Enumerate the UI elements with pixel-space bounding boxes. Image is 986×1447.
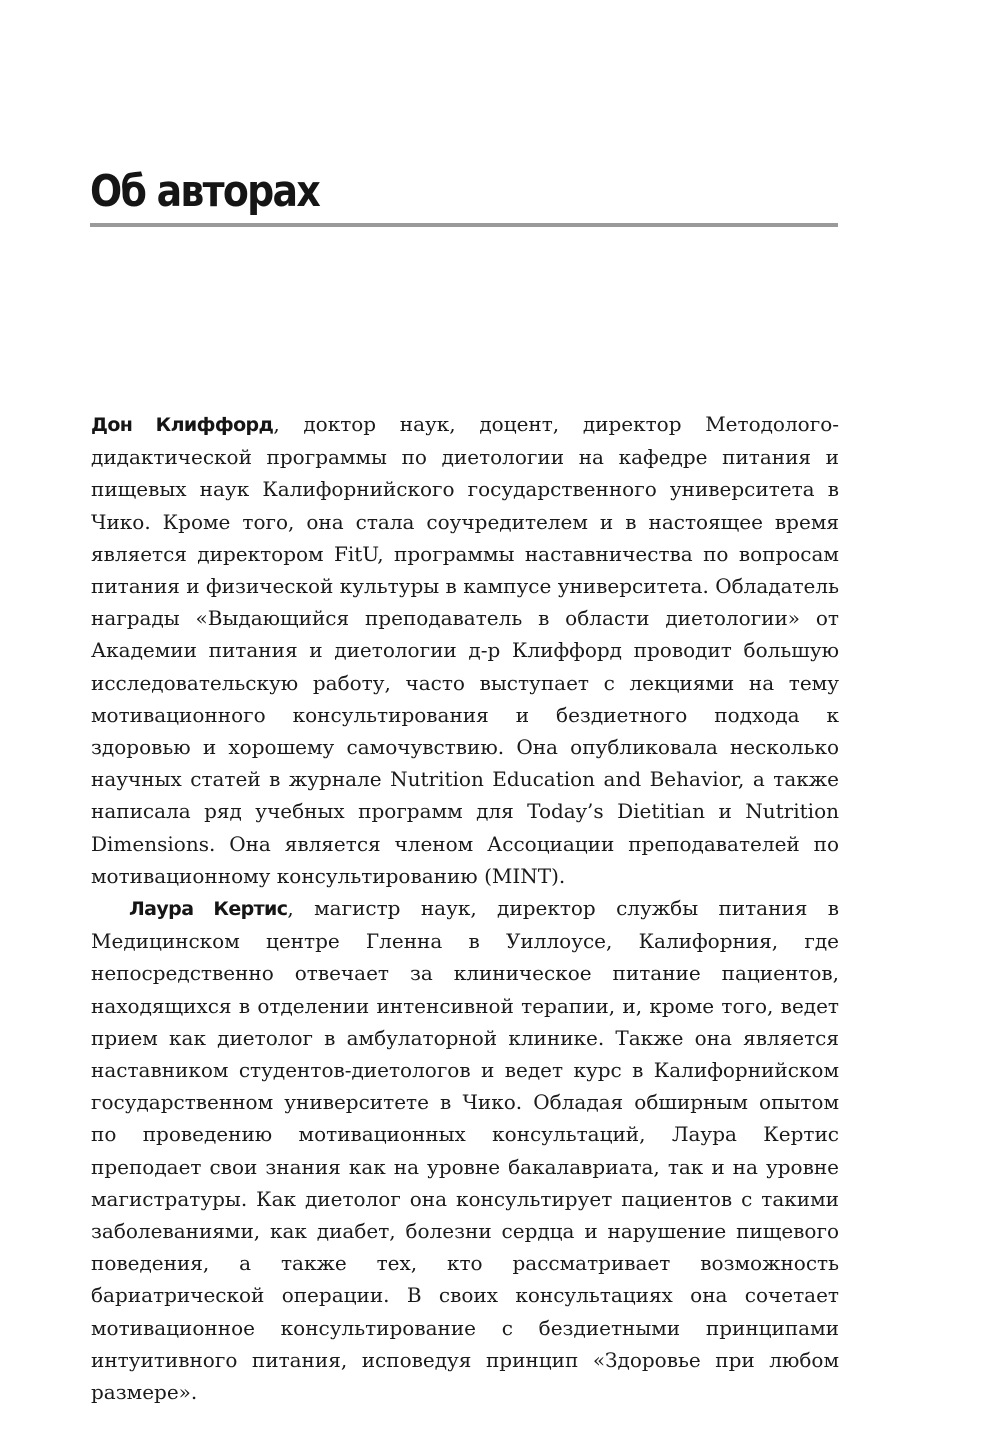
author-bio-text: , доктор наук, доцент, директор Методолого-дидактической программы по диетологии на кафедре питания и пищевых наук Калифорнийского государственного университета в Чико. Кроме того, она стала соучредителем и в настоящее время является директором FitU, программы наставничества по вопросам питания и физической культуры в кампусе университета. Обладатель награды «Выдающийся преподаватель в области диетологии» от Академии питания и диетологии д-р Клиффорд проводит большую исследовательскую работу, часто выступает с лекциями на тему мотивационного консультирования и бездиетного подхода к здоровью и хорошему самочувствию. Она опубликовала несколько научных статей в журнале Nutrition Education and Behavior, а также написала ряд учебных программ для Today’s Dietitian и Nutrition Dimensions. Она является членом Ассоциации преподавателей по мотивационному консультированию (MINT). xyxy=(91,412,839,888)
author-name: Дон Клиффорд xyxy=(91,414,274,436)
author-bio-clifford xyxy=(91,408,839,892)
title-underline xyxy=(90,223,838,227)
authors-section xyxy=(91,408,839,1408)
author-bio-text: , магистр наук, директор службы питания в Медицинском центре Гленна в Уиллоусе, Калифорния, где непосредственно отвечает за клиническое питание пациентов, находящихся в отделении интенсивной терапии, и, кроме того, ведет прием как диетолог в амбулаторной клинике. Также она является наставником студентов-диетологов и ведет курс в Калифорнийском государственном университете в Чико. Обладая обширным опытом по проведению мотивационных консультаций, Лаура Кертис преподает свои знания как на уровне бакалавриата, так и на уровне магистратуры. Как диетолог она консультирует пациентов с такими заболеваниями, как диабет, болезни сердца и нарушение пищевого поведения, а также тех, кто рассматривает возможность бариатрической операции. В своих консультациях она сочетает мотивационное консультирование с бездиетными принципами интуитивного питания, исповедуя принцип «Здоровье при любом размере». xyxy=(91,896,839,1405)
chapter-title: Об авторах xyxy=(90,166,320,217)
author-bio-curtis xyxy=(91,892,839,1408)
author-name: Лаура Кертис xyxy=(129,898,288,921)
